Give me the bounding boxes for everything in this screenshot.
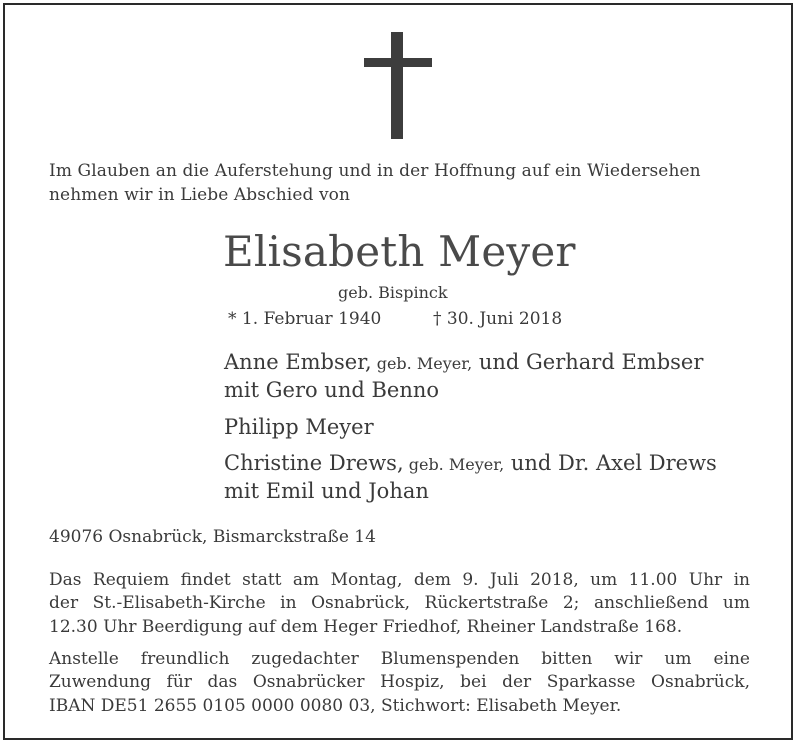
family-member-maiden: geb. Meyer, [371, 354, 473, 373]
family-line-3: Philipp Meyer [224, 415, 374, 439]
death-date: † 30. Juni 2018 [433, 309, 563, 329]
donation-line-2: Zuwendung für das Osnabrücker Hospiz, bei der Sparkasse Osnabrück, [49, 672, 750, 693]
family-line-5: mit Emil und Johan [224, 479, 429, 503]
cross-icon-horizontal [364, 58, 432, 67]
requiem-line-3: 12.30 Uhr Beerdigung auf dem Heger Friedhof, Rheiner Landstraße 168. [49, 616, 683, 637]
requiem-line-1: Das Requiem findet statt am Montag, dem 9. Juli 2018, um 11.00 Uhr in [49, 570, 750, 590]
donation-line-1: Anstelle freundlich zugedachter Blumenspenden bitten wir um eine [49, 649, 750, 669]
donation-paragraph [49, 648, 750, 718]
maiden-name: geb. Bispinck [338, 283, 448, 302]
intro-line-1: Im Glauben an die Auferstehung und in der Hoffnung auf ein Wiedersehen [49, 161, 701, 181]
family-member-maiden: geb. Meyer, [403, 455, 505, 474]
family-line-4 [224, 451, 717, 475]
family-member-spouse: und Gerhard Embser [472, 350, 704, 374]
address: 49076 Osnabrück, Bismarckstraße 14 [49, 527, 376, 547]
family-line-2: mit Gero und Benno [224, 378, 440, 402]
family-member-name: Christine Drews, [224, 451, 404, 475]
family-member-name: Anne Embser, [224, 350, 372, 374]
cross-icon-vertical [391, 32, 403, 139]
birth-date: * 1. Februar 1940 [228, 309, 382, 329]
donation-line-3: IBAN DE51 2655 0105 0000 0080 03, Stichwort: Elisabeth Meyer. [49, 695, 622, 716]
intro-line-2: nehmen wir in Liebe Abschied von [49, 185, 351, 205]
family-line-1 [224, 350, 703, 374]
deceased-name: Elisabeth Meyer [223, 227, 576, 276]
requiem-paragraph [49, 569, 750, 639]
family-member-spouse: und Dr. Axel Drews [504, 451, 717, 475]
requiem-line-2: der St.-Elisabeth-Kirche in Osnabrück, Rückertstraße 2; anschließend um [49, 593, 750, 614]
